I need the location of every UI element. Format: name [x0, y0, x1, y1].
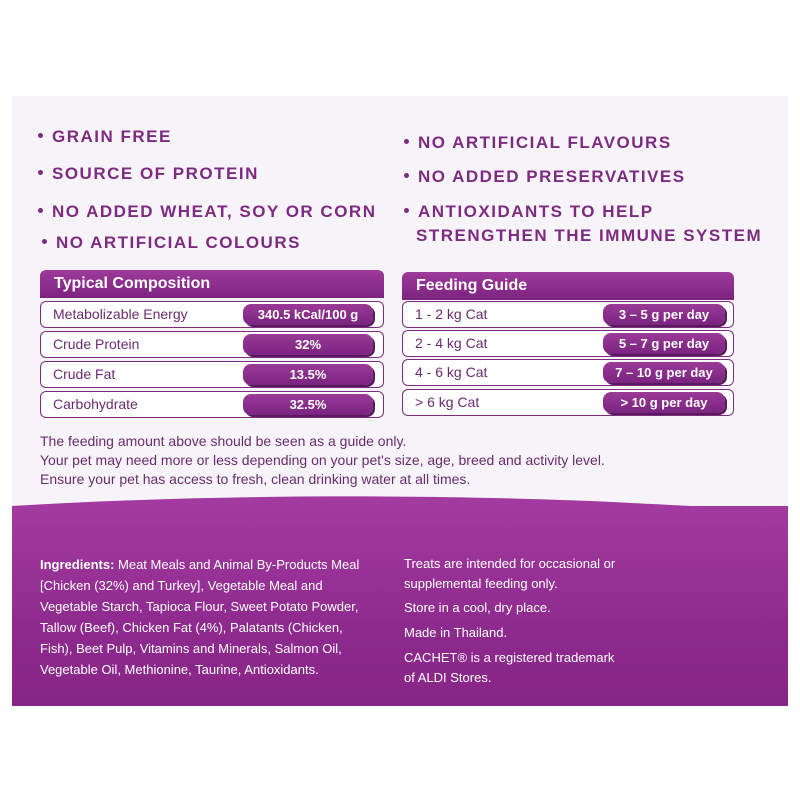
composition-row [40, 301, 384, 328]
claim-immune-system: STRENGTHEN THE IMMUNE SYSTEM [416, 226, 763, 245]
bullet-dot [38, 170, 43, 175]
feeding-value: 5 – 7 g per day [603, 333, 725, 354]
trademark-note: CACHET® is a registered trademark of ALDI Stores. [404, 650, 615, 685]
composition-value: 32% [243, 334, 373, 355]
bullet-dot [404, 139, 409, 144]
composition-value: 340.5 kCal/100 g [243, 304, 373, 325]
bullet-dot [42, 239, 47, 244]
composition-row [40, 391, 384, 418]
feeding-row [402, 359, 734, 386]
composition-row [40, 361, 384, 388]
ingredients-label: Ingredients: [40, 557, 115, 572]
bullet-dot [404, 208, 409, 213]
composition-header: Typical Composition [40, 270, 384, 298]
feeding-header: Feeding Guide [402, 272, 734, 300]
bullet-dot [38, 133, 43, 138]
composition-label: Crude Fat [53, 366, 116, 382]
claim-no-artificial-flavours: NO ARTIFICIAL FLAVOURS [404, 133, 672, 153]
composition-row [40, 331, 384, 358]
claim-no-wheat-soy-corn: NO ADDED WHEAT, SOY OR CORN [38, 202, 376, 222]
claim-grain-free: GRAIN FREE [38, 127, 172, 147]
composition-value: 32.5% [243, 394, 373, 415]
feeding-row [402, 301, 734, 328]
feeding-label: 1 - 2 kg Cat [415, 306, 488, 322]
composition-label: Crude Protein [53, 336, 140, 352]
feeding-label: > 6 kg Cat [415, 394, 480, 410]
origin-note: Made in Thailand. [404, 625, 508, 640]
feeding-value: > 10 g per day [603, 392, 725, 413]
ingredients-text [40, 554, 370, 680]
claim-antioxidants: ANTIOXIDANTS TO HELP [404, 202, 654, 222]
composition-label: Carbohydrate [53, 396, 138, 412]
feeding-value: 3 – 5 g per day [603, 304, 725, 325]
feeding-value: 7 – 10 g per day [603, 362, 725, 383]
claim-source-of-protein: SOURCE OF PROTEIN [38, 164, 259, 184]
composition-label: Metabolizable Energy [53, 306, 188, 322]
feeding-note: The feeding amount above should be seen as a guide only. [40, 433, 407, 449]
feeding-note: Your pet may need more or less depending on your pet's size, age, breed and activity level. [40, 452, 605, 468]
storage-note: Store in a cool, dry place. [404, 600, 551, 615]
composition-value: 13.5% [243, 364, 373, 385]
feeding-note: Ensure your pet has access to fresh, clean drinking water at all times. [40, 471, 471, 487]
feeding-row [402, 330, 734, 357]
treats-note: Treats are intended for occasional or supplemental feeding only. [404, 556, 616, 591]
bullet-dot [404, 173, 409, 178]
feeding-label: 4 - 6 kg Cat [415, 364, 488, 380]
feeding-row [402, 389, 734, 416]
claim-no-added-preservatives: NO ADDED PRESERVATIVES [404, 167, 686, 187]
claim-no-artificial-colours: NO ARTIFICIAL COLOURS [42, 233, 301, 253]
package-back-panel [12, 96, 788, 706]
bullet-dot [38, 208, 43, 213]
ingredients-list: Meat Meals and Animal By-Products Meal [Chicken (32%) and Turkey], Vegetable Meal and Vegetable Starch, Tapioca Flour, Sweet Potato Powder, Tallow (Beef), Chicken Fat (4%), Palatants (Chicken, Fish), Beet Pulp, Vitamins and Minerals, Salmon Oil, Vegetable Oil, Methionine, Taurine, Antioxidants. [40, 557, 360, 677]
feeding-label: 2 - 4 kg Cat [415, 335, 488, 351]
